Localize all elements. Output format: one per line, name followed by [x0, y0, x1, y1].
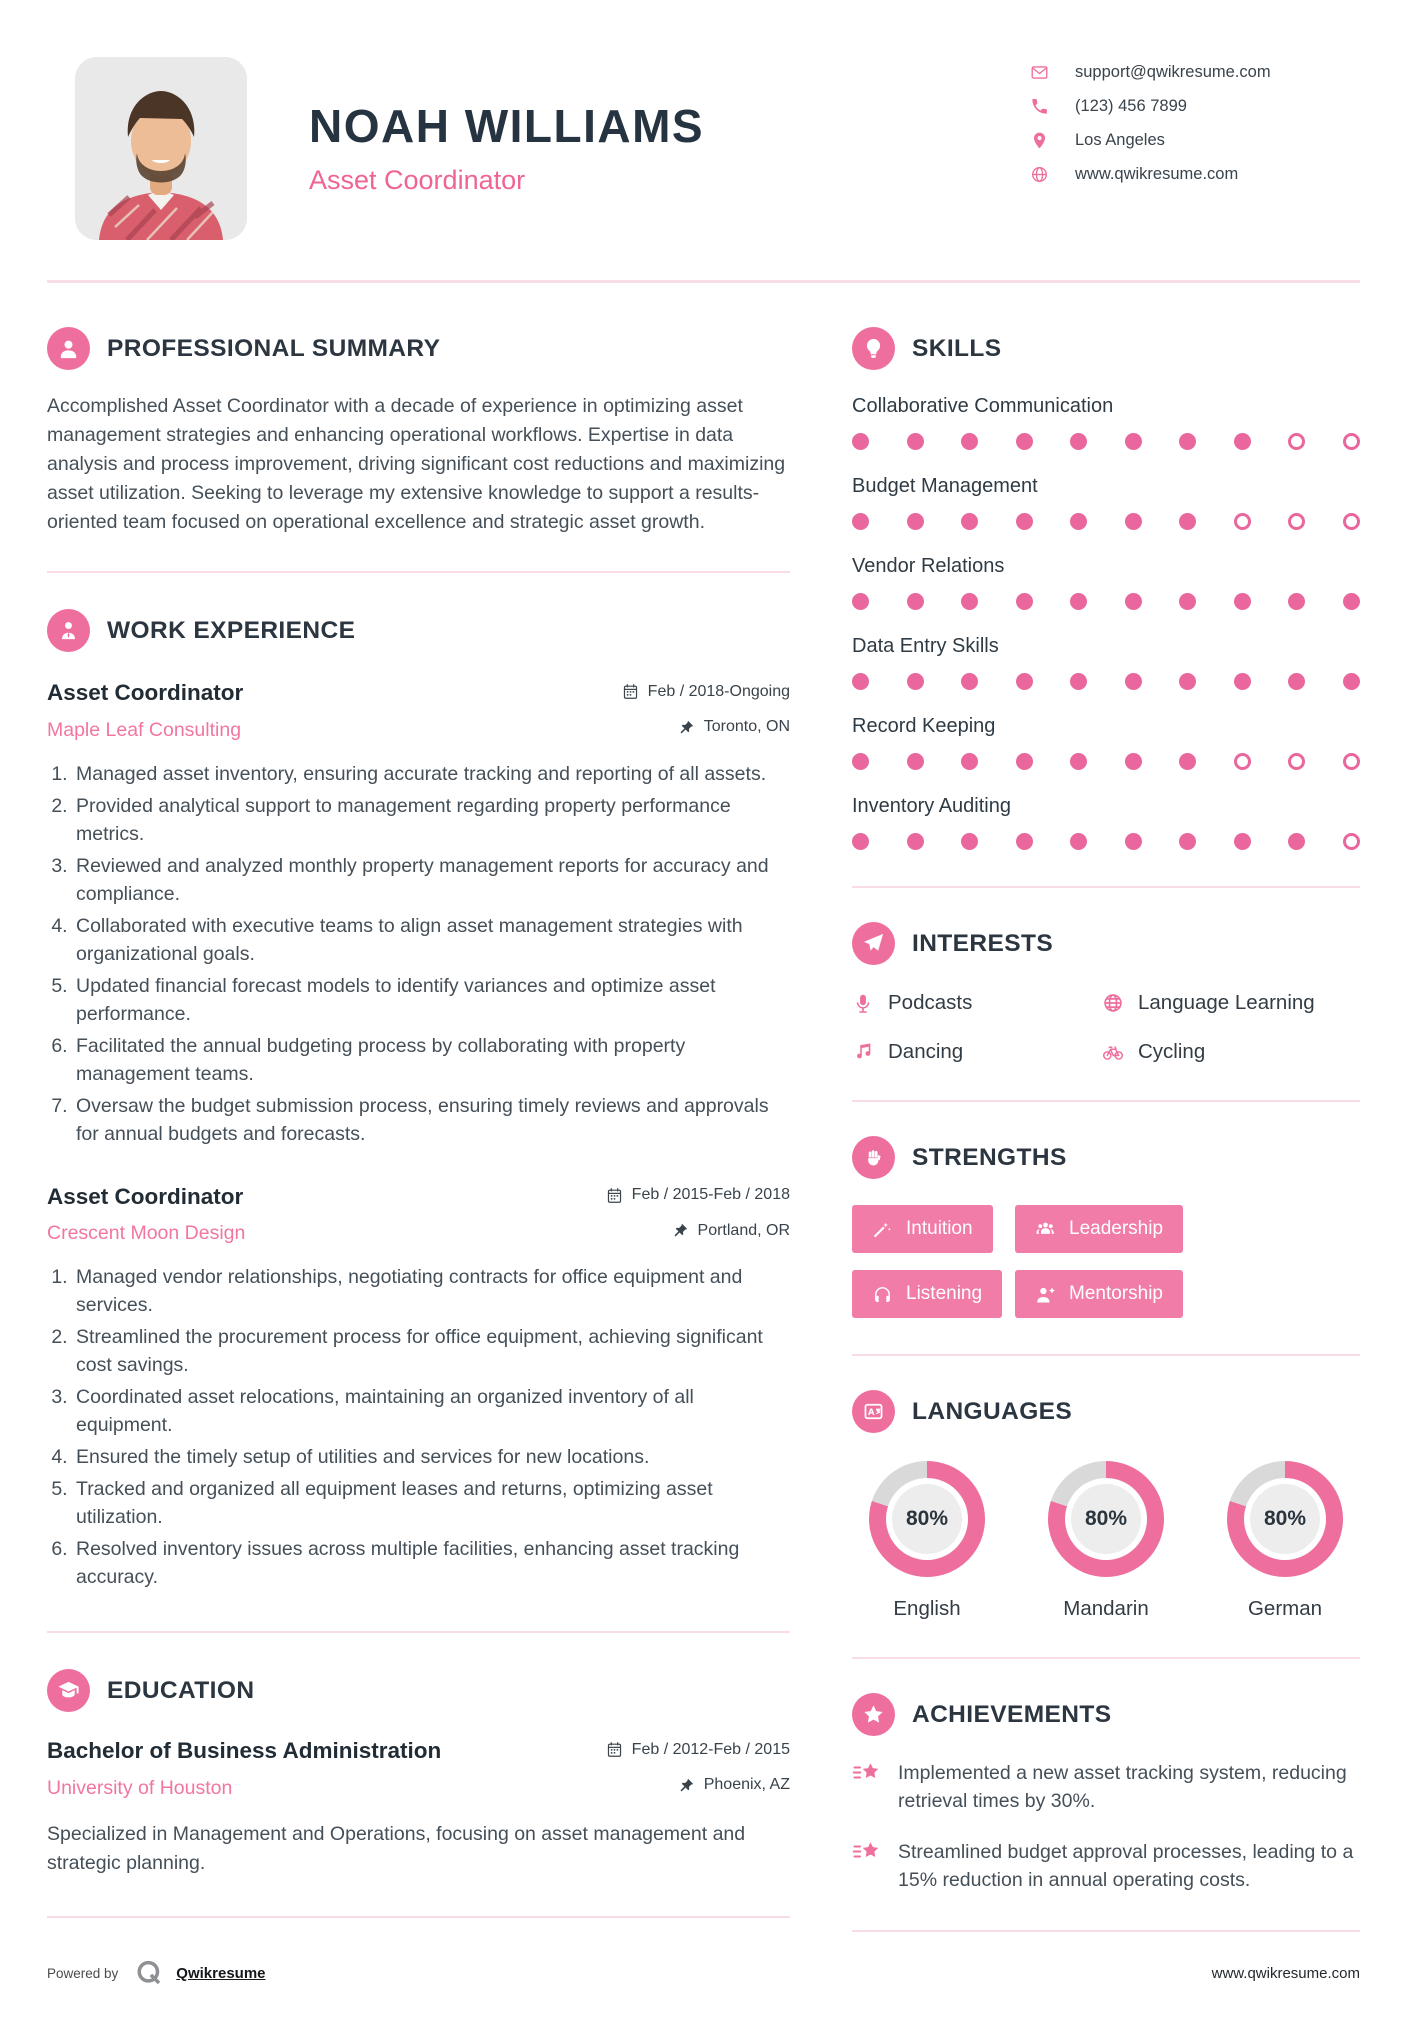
achievements-section-header	[852, 1693, 1360, 1736]
rating-dot	[1070, 673, 1087, 690]
skill-label: Vendor Relations	[852, 555, 1005, 577]
job	[47, 680, 790, 1148]
job-bullet: 3. Reviewed and analyzed monthly property management reports for accuracy and compliance.	[73, 852, 790, 908]
summary-section-header	[47, 327, 790, 370]
skill-item	[852, 635, 1360, 690]
language-icon	[1102, 992, 1124, 1014]
strengths-icon	[852, 1136, 895, 1179]
person-name: NOAH WILLIAMS	[309, 100, 705, 152]
interest-label: Dancing	[888, 1040, 964, 1063]
education-location-text: Phoenix, AZ	[703, 1776, 790, 1793]
skill-item	[852, 715, 1360, 770]
rating-dot	[1343, 673, 1360, 690]
skill-list	[852, 395, 1360, 850]
language-list	[852, 1461, 1360, 1621]
language-item	[1210, 1461, 1360, 1621]
skill-rating	[852, 753, 1360, 770]
rating-dot	[1016, 833, 1033, 850]
rating-dot	[852, 433, 869, 450]
pushpin-icon	[672, 1222, 689, 1239]
achievement-text: Implemented a new asset tracking system, reducing retrieval times by 30%.	[898, 1762, 1347, 1812]
rating-dot	[1288, 593, 1305, 610]
rating-dot	[961, 593, 978, 610]
rating-dot	[1288, 833, 1305, 850]
achievements-heading: ACHIEVEMENTS	[912, 1700, 1112, 1728]
job-bullet: 6. Facilitated the annual budgeting process by collaborating with property management teams.	[73, 1032, 790, 1088]
job-bullets	[47, 760, 790, 1148]
rating-dot	[1125, 673, 1142, 690]
section-divider	[47, 1631, 790, 1633]
interests-heading: INTERESTS	[912, 929, 1054, 957]
rating-dot	[1070, 753, 1087, 770]
language-label: Mandarin	[1063, 1597, 1149, 1620]
rating-dot	[1288, 433, 1305, 450]
job-date-text: Feb / 2018-Ongoing	[647, 682, 790, 700]
education-icon	[47, 1669, 90, 1712]
phone-icon	[1030, 97, 1049, 116]
achievement-item	[852, 1760, 1360, 1815]
job-bullet: 4. Collaborated with executive teams to align asset management strategies with organizational goals.	[73, 912, 790, 968]
skills-section-header	[852, 327, 1360, 370]
contact-email-text: support@qwikresume.com	[1075, 63, 1271, 81]
interests-section-header	[852, 922, 1360, 965]
contact-phone-text: (123) 456 7899	[1075, 97, 1187, 115]
music-icon	[852, 1041, 874, 1063]
job-date-text: Feb / 2015-Feb / 2018	[631, 1186, 790, 1203]
rating-dot	[1016, 753, 1033, 770]
user-plus-icon	[1035, 1284, 1056, 1305]
section-divider	[852, 1657, 1360, 1659]
identity	[309, 57, 704, 196]
rating-dot	[1234, 433, 1251, 450]
rating-dot	[1179, 673, 1196, 690]
rating-dot	[1234, 833, 1251, 850]
qwikresume-link[interactable]: Qwikresume	[176, 1964, 266, 1982]
interest-list	[852, 991, 1360, 1064]
rating-dot	[1125, 433, 1142, 450]
rating-dot	[1070, 433, 1087, 450]
section-divider	[47, 1916, 790, 1918]
job-location-text: Portland, OR	[697, 1221, 790, 1239]
rating-dot	[1125, 513, 1142, 530]
work-icon	[47, 609, 90, 652]
rating-dot	[1179, 833, 1196, 850]
rating-dot	[1125, 753, 1142, 770]
contact-phone	[1030, 97, 1360, 116]
summary-text: Accomplished Asset Coordinator with a decade of experience in optimizing asset management strategies and enhancing operational workflows. Expertise in data analysis and process improvement, driving significant cost reductions and maximizing asset utilization. Seeking to leverage my extensive knowledge to support a results-oriented team focused on operational excellence and strategic asset growth.	[47, 395, 786, 533]
strength-badge	[852, 1205, 993, 1253]
education-date-text: Feb / 2012-Feb / 2015	[631, 1740, 790, 1758]
right-column	[852, 283, 1360, 1932]
footer-website-link[interactable]: www.qwikresume.com	[1211, 1964, 1360, 1982]
skill-label: Inventory Auditing	[852, 795, 1011, 817]
language-item	[1031, 1461, 1181, 1621]
language-label: English	[893, 1597, 961, 1620]
rating-dot	[961, 433, 978, 450]
skill-rating	[852, 673, 1360, 690]
language-donut	[869, 1461, 985, 1577]
skill-item	[852, 555, 1360, 610]
email-icon	[1030, 63, 1049, 82]
shooting-star-icon	[852, 1837, 882, 1867]
education-section-header	[47, 1669, 790, 1712]
rating-dot	[1016, 673, 1033, 690]
rating-dot	[1343, 593, 1360, 610]
rating-dot	[852, 513, 869, 530]
skill-rating	[852, 833, 1360, 850]
bicycle-icon	[1102, 1041, 1124, 1063]
job-date	[606, 1186, 790, 1204]
job-company: Maple Leaf Consulting	[47, 718, 242, 741]
language-donut	[1048, 1461, 1164, 1577]
language-item	[852, 1461, 1002, 1621]
strengths-heading: STRENGTHS	[912, 1143, 1067, 1171]
rating-dot	[961, 673, 978, 690]
interest-item	[852, 991, 1102, 1015]
shooting-star-icon	[852, 1758, 882, 1788]
job-bullet: 2. Provided analytical support to management regarding property performance metrics.	[73, 792, 790, 848]
summary-section	[47, 327, 790, 537]
strength-list	[852, 1205, 1360, 1318]
skill-rating	[852, 433, 1360, 450]
job-bullet: 6. Resolved inventory issues across multiple facilities, enhancing asset tracking accuracy.	[73, 1535, 790, 1591]
rating-dot	[1288, 753, 1305, 770]
rating-dot	[1125, 833, 1142, 850]
strengths-section-header	[852, 1136, 1360, 1179]
rating-dot	[907, 513, 924, 530]
interest-item	[1102, 1040, 1360, 1064]
rating-dot	[907, 753, 924, 770]
skill-rating	[852, 513, 1360, 530]
contact-location	[1030, 131, 1360, 150]
rating-dot	[1016, 513, 1033, 530]
language-percent: 80%	[1250, 1484, 1320, 1554]
rating-dot	[907, 433, 924, 450]
skill-label: Data Entry Skills	[852, 635, 999, 657]
section-divider	[852, 1354, 1360, 1356]
footer	[0, 1932, 1407, 2030]
rating-dot	[1234, 513, 1251, 530]
rating-dot	[961, 513, 978, 530]
rating-dot	[907, 833, 924, 850]
skills-section	[852, 327, 1360, 850]
language-percent: 80%	[1071, 1484, 1141, 1554]
rating-dot	[852, 753, 869, 770]
rating-dot	[1070, 593, 1087, 610]
experience-section	[47, 609, 790, 1591]
interest-label: Podcasts	[888, 991, 973, 1014]
header	[0, 0, 1407, 240]
rating-dot	[1179, 513, 1196, 530]
rating-dot	[907, 673, 924, 690]
education-description: Specialized in Management and Operations, focusing on asset management and strategic planning.	[47, 1822, 746, 1874]
job-bullet: 1. Managed asset inventory, ensuring accurate tracking and reporting of all assets.	[73, 760, 790, 788]
rating-dot	[961, 833, 978, 850]
rating-dot	[1125, 593, 1142, 610]
rating-dot	[1288, 513, 1305, 530]
languages-heading: LANGUAGES	[912, 1397, 1073, 1425]
skill-rating	[852, 593, 1360, 610]
rating-dot	[1234, 753, 1251, 770]
rating-dot	[1179, 433, 1196, 450]
wand-icon	[872, 1219, 893, 1240]
experience-section-header	[47, 609, 790, 652]
interest-label: Cycling	[1138, 1040, 1206, 1063]
strength-label: Intuition	[906, 1218, 973, 1239]
job-location-text: Toronto, ON	[703, 718, 790, 735]
rating-dot	[1070, 513, 1087, 530]
headphones-icon	[872, 1284, 893, 1305]
education-heading: EDUCATION	[107, 1676, 255, 1704]
job-bullet: 3. Coordinated asset relocations, maintaining an organized inventory of all equipment.	[73, 1383, 790, 1439]
job	[47, 1184, 790, 1592]
job-bullet: 4. Ensured the timely setup of utilities and services for new locations.	[73, 1443, 790, 1471]
language-percent: 80%	[892, 1484, 962, 1554]
rating-dot	[852, 833, 869, 850]
strength-badge	[1015, 1205, 1183, 1253]
job-date	[622, 683, 790, 701]
user-icon	[47, 327, 90, 370]
profile-photo	[75, 57, 247, 240]
job-bullets	[47, 1263, 790, 1591]
interest-label: Language Learning	[1138, 991, 1315, 1014]
job-bullet: 1. Managed vendor relationships, negotiating contracts for office equipment and services.	[73, 1263, 790, 1319]
section-divider	[852, 886, 1360, 888]
rating-dot	[852, 673, 869, 690]
rating-dot	[1070, 833, 1087, 850]
skill-label: Collaborative Communication	[852, 395, 1114, 417]
rating-dot	[1016, 593, 1033, 610]
language-donut	[1227, 1461, 1343, 1577]
location-icon	[1030, 131, 1049, 150]
rating-dot	[907, 593, 924, 610]
achievements-icon	[852, 1693, 895, 1736]
languages-section-header	[852, 1390, 1360, 1433]
users-icon	[1035, 1219, 1056, 1240]
language-label: German	[1247, 1597, 1323, 1620]
contact-email[interactable]	[1030, 63, 1360, 82]
profile-photo-illustration	[75, 57, 247, 240]
summary-heading: PROFESSIONAL SUMMARY	[107, 334, 441, 362]
experience-heading: WORK EXPERIENCE	[107, 616, 356, 644]
contact-website[interactable]	[1030, 165, 1360, 184]
rating-dot	[1016, 433, 1033, 450]
strength-label: Listening	[906, 1283, 983, 1304]
interest-item	[1102, 991, 1360, 1015]
left-column	[47, 283, 790, 1932]
skill-label: Budget Management	[852, 475, 1038, 497]
rating-dot	[1288, 673, 1305, 690]
education-location	[678, 1776, 790, 1794]
skill-label: Record Keeping	[852, 715, 996, 737]
section-divider	[852, 1100, 1360, 1102]
education-entry	[47, 1738, 790, 1878]
achievement-text: Streamlined budget approval processes, leading to a 15% reduction in annual operating costs.	[898, 1841, 1354, 1891]
contact-website-text: www.qwikresume.com	[1075, 165, 1239, 183]
degree-title: Bachelor of Business Administration	[47, 1738, 442, 1763]
languages-section	[852, 1390, 1360, 1621]
strength-label: Mentorship	[1069, 1283, 1163, 1304]
rating-dot	[1343, 513, 1360, 530]
qwikresume-logo	[134, 1958, 164, 1988]
achievement-list	[852, 1760, 1360, 1894]
section-divider	[47, 571, 790, 573]
rating-dot	[1343, 433, 1360, 450]
achievement-item	[852, 1839, 1360, 1894]
rating-dot	[1343, 753, 1360, 770]
contact-list	[1030, 57, 1360, 184]
skill-item	[852, 475, 1360, 530]
job-list	[47, 680, 790, 1591]
rating-dot	[961, 753, 978, 770]
job-bullet: 7. Oversaw the budget submission process, ensuring timely reviews and approvals for annual budgets and forecasts.	[73, 1092, 790, 1148]
rating-dot	[852, 593, 869, 610]
contact-location-text: Los Angeles	[1075, 131, 1165, 149]
microphone-icon	[852, 992, 874, 1014]
strengths-section	[852, 1136, 1360, 1318]
powered-by-label: Powered by	[47, 1965, 119, 1981]
languages-icon	[852, 1390, 895, 1433]
skills-icon	[852, 327, 895, 370]
strength-badge	[1015, 1270, 1183, 1318]
education-section	[47, 1669, 790, 1878]
education-date	[606, 1741, 790, 1759]
skill-item	[852, 795, 1360, 850]
strength-label: Leadership	[1069, 1218, 1164, 1239]
pushpin-icon	[678, 1777, 695, 1794]
strength-badge	[852, 1270, 1002, 1318]
job-title: Asset Coordinator	[47, 680, 244, 705]
interests-icon	[852, 922, 895, 965]
job-title: Asset Coordinator	[47, 1183, 244, 1209]
interests-section	[852, 922, 1360, 1064]
globe-icon	[1030, 165, 1049, 184]
job-bullet: 5. Updated financial forecast models to identify variances and optimize asset performance.	[73, 972, 790, 1028]
school-name: University of Houston	[47, 1776, 233, 1799]
rating-dot	[1179, 593, 1196, 610]
job-bullet: 2. Streamlined the procurement process for office equipment, achieving significant cost savings.	[73, 1323, 790, 1379]
pushpin-icon	[678, 719, 695, 736]
interest-item	[852, 1040, 1102, 1064]
rating-dot	[1179, 753, 1196, 770]
rating-dot	[1234, 593, 1251, 610]
achievements-section	[852, 1693, 1360, 1894]
calendar-icon	[606, 1187, 623, 1204]
job-bullet: 5. Tracked and organized all equipment leases and returns, optimizing asset utilization.	[73, 1475, 790, 1531]
rating-dot	[1343, 833, 1360, 850]
rating-dot	[1234, 673, 1251, 690]
job-location	[678, 718, 790, 736]
calendar-icon	[606, 1741, 623, 1758]
person-title: Asset Coordinator	[309, 165, 526, 195]
skill-item	[852, 395, 1360, 450]
calendar-icon	[622, 683, 639, 700]
skills-heading: SKILLS	[912, 334, 1002, 362]
job-location	[672, 1222, 790, 1240]
content-columns	[0, 283, 1407, 1932]
job-company: Crescent Moon Design	[47, 1222, 246, 1244]
